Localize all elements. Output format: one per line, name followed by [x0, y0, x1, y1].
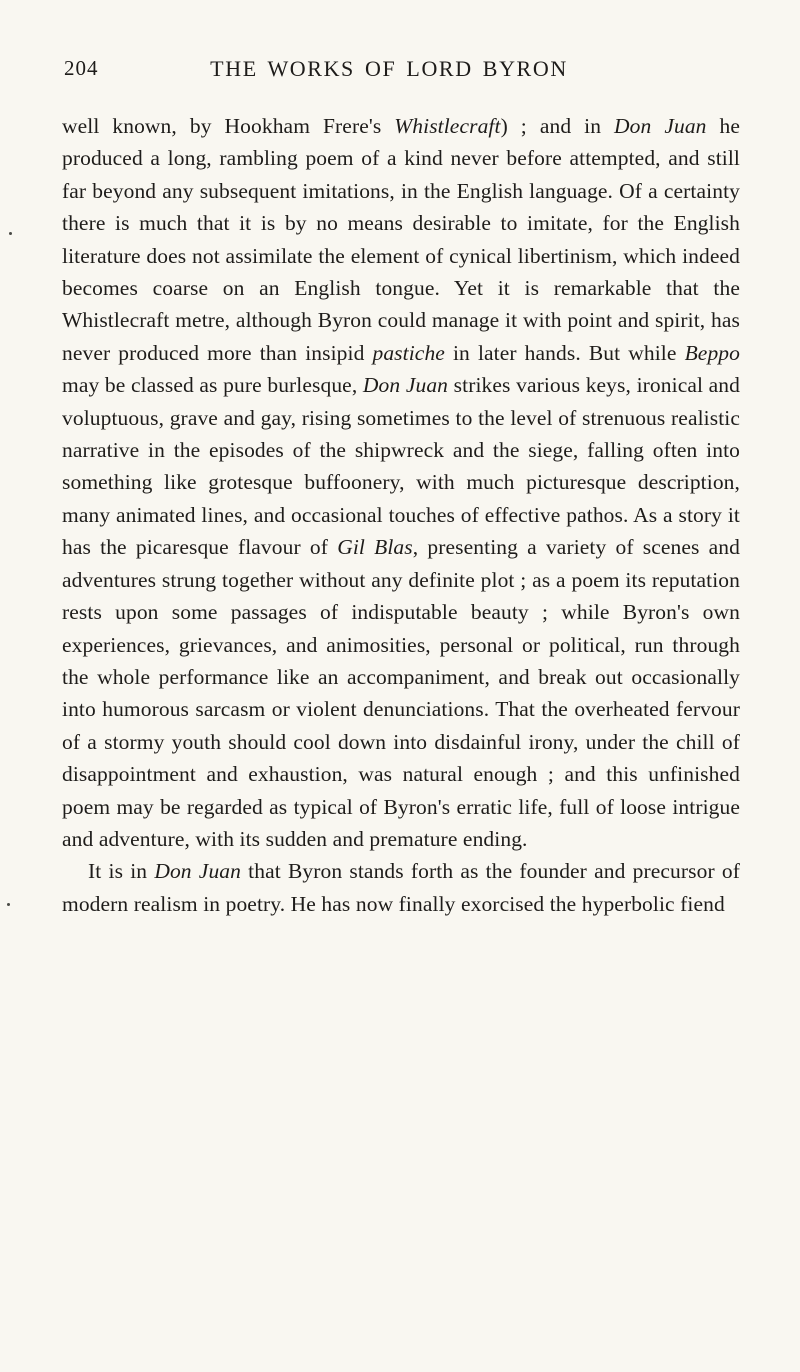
paragraph [62, 110, 740, 855]
paragraph [62, 855, 740, 920]
text-run: may be classed as pure burlesque, [62, 373, 363, 398]
italic-text-run: Don Juan [614, 114, 707, 138]
scan-speck [9, 232, 12, 235]
italic-text-run: Beppo [684, 340, 740, 365]
text-run: in later hands. But while [444, 340, 685, 365]
text-run: that Byron stands forth as the founder and precursor of modern realism in poetry. He has now finally exorcised the hyperbolic fiend [62, 859, 740, 916]
italic-text-run: pastiche [372, 340, 445, 365]
page-body [62, 110, 740, 920]
text-run: well known, by Hookham Frere's [62, 114, 395, 138]
italic-text-run: Whistlecraft [394, 114, 501, 138]
text-run: It is in [88, 859, 155, 884]
italic-text-run: Don Juan [362, 373, 449, 398]
text-run: , presenting a variety of scenes and adventures strung together without any definite plot ; as a poem its reputation rests upon some passages of indisputable beauty ; while Byron's own experiences, grievances, and animosities, personal or political, run through the whole performance like an accompaniment, and break out occasionally into humorous sarcasm or violent denunciations. That the overheated fervour of a stormy youth should cool down into disdainful irony, under the chill of disappointment and exhaustion, was natural enough ; and this unfinished poem may be regarded as typical of Byron's erratic life, full of loose intrigue and adventure, with its sudden and premature ending. [62, 535, 741, 851]
italic-text-run: Don Juan [154, 859, 241, 884]
italic-text-run: Gil Blas [337, 535, 413, 560]
text-run: ) ; and in [500, 114, 615, 138]
page-number: 204 [64, 56, 99, 80]
running-title: THE WORKS OF LORD BYRON [210, 56, 568, 81]
scan-speck [7, 903, 10, 906]
text-run: he produced a long, rambling poem of a kind never before attempted, and still far beyond any subsequent imitations, in the English language. Of a certainty there is much that it is by no means desirable to imitate, for the English literature does not assimilate the element of cynical libertinism, which indeed becomes coarse on an English tongue. Yet it is remarkable that the Whistlecraft metre, although Byron could manage it with point and spirit, has never produced more than insipid [62, 114, 741, 365]
running-header [62, 56, 740, 86]
text-run: strikes various keys, ironical and voluptuous, grave and gay, rising sometimes to the level of strenuous realistic narrative in the episodes of the shipwreck and the siege, falling often into something like grotesque buffoonery, with much picturesque description, many animated lines, and occasional touches of effective pathos. As a story it has the picaresque flavour of [62, 373, 740, 560]
